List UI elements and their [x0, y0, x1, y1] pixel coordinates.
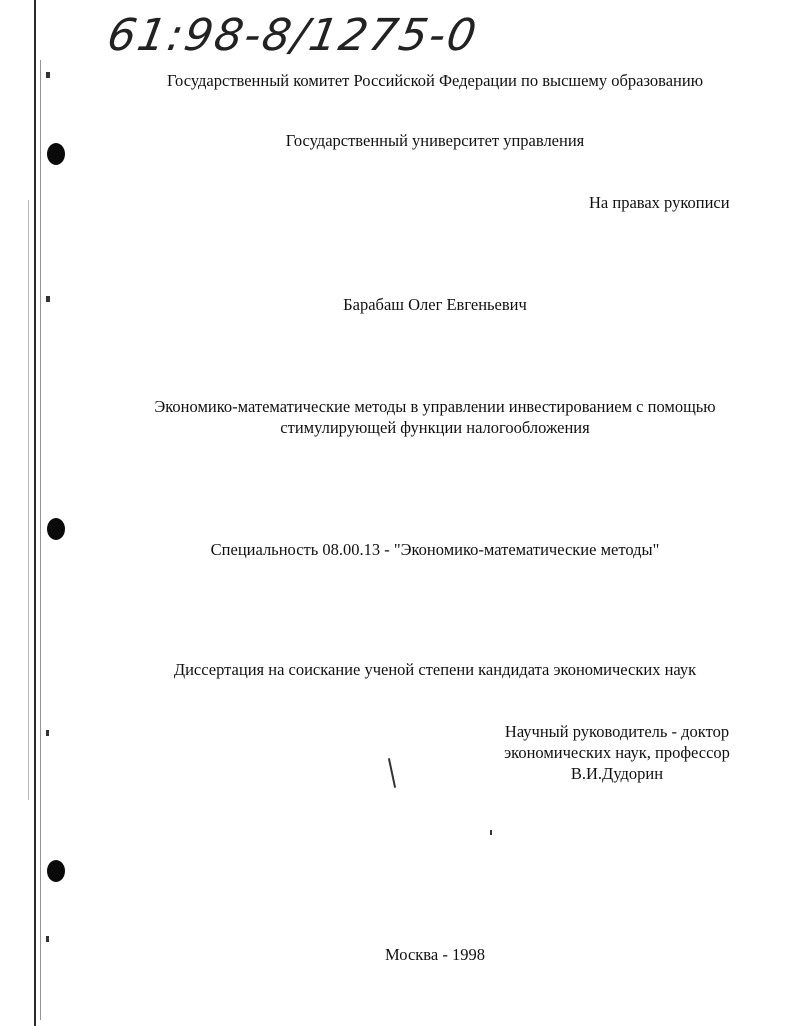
- archive-number-handwritten: 61:98-8/1275-0: [103, 10, 482, 61]
- supervisor-line-1: Научный руководитель - доктор: [504, 722, 730, 741]
- scan-speck: [46, 730, 49, 736]
- scan-speck: [490, 830, 492, 835]
- committee-heading: Государственный комитет Российской Федерации по высшему образованию: [166, 71, 704, 90]
- title-line-2: стимулирующей функции налогообложения: [280, 418, 590, 437]
- dissertation-statement: Диссертация на соискание ученой степени кандидата экономических наук: [173, 660, 697, 679]
- specialty: Специальность 08.00.13 - "Экономико-математические методы": [210, 540, 660, 559]
- supervisor-block: [492, 721, 742, 784]
- supervisor-line-2: экономических наук, профессор: [504, 743, 730, 762]
- title-line-1: Экономико-математические методы в управлении инвестированием с помощью: [154, 397, 716, 416]
- university-heading: Государственный университет управления: [285, 131, 585, 150]
- punch-hole-bottom: [47, 860, 65, 882]
- pen-stroke: [388, 758, 396, 788]
- city-year: Москва - 1998: [385, 945, 485, 964]
- supervisor-name: В.И.Дудорин: [570, 764, 664, 783]
- binding-edge: [34, 0, 36, 1026]
- manuscript-note: На правах рукописи: [589, 193, 730, 212]
- scan-speck: [46, 936, 49, 942]
- punch-hole-middle: [47, 518, 65, 540]
- binding-edge-outer: [28, 200, 29, 800]
- author-name: Барабаш Олег Евгеньевич: [343, 295, 527, 314]
